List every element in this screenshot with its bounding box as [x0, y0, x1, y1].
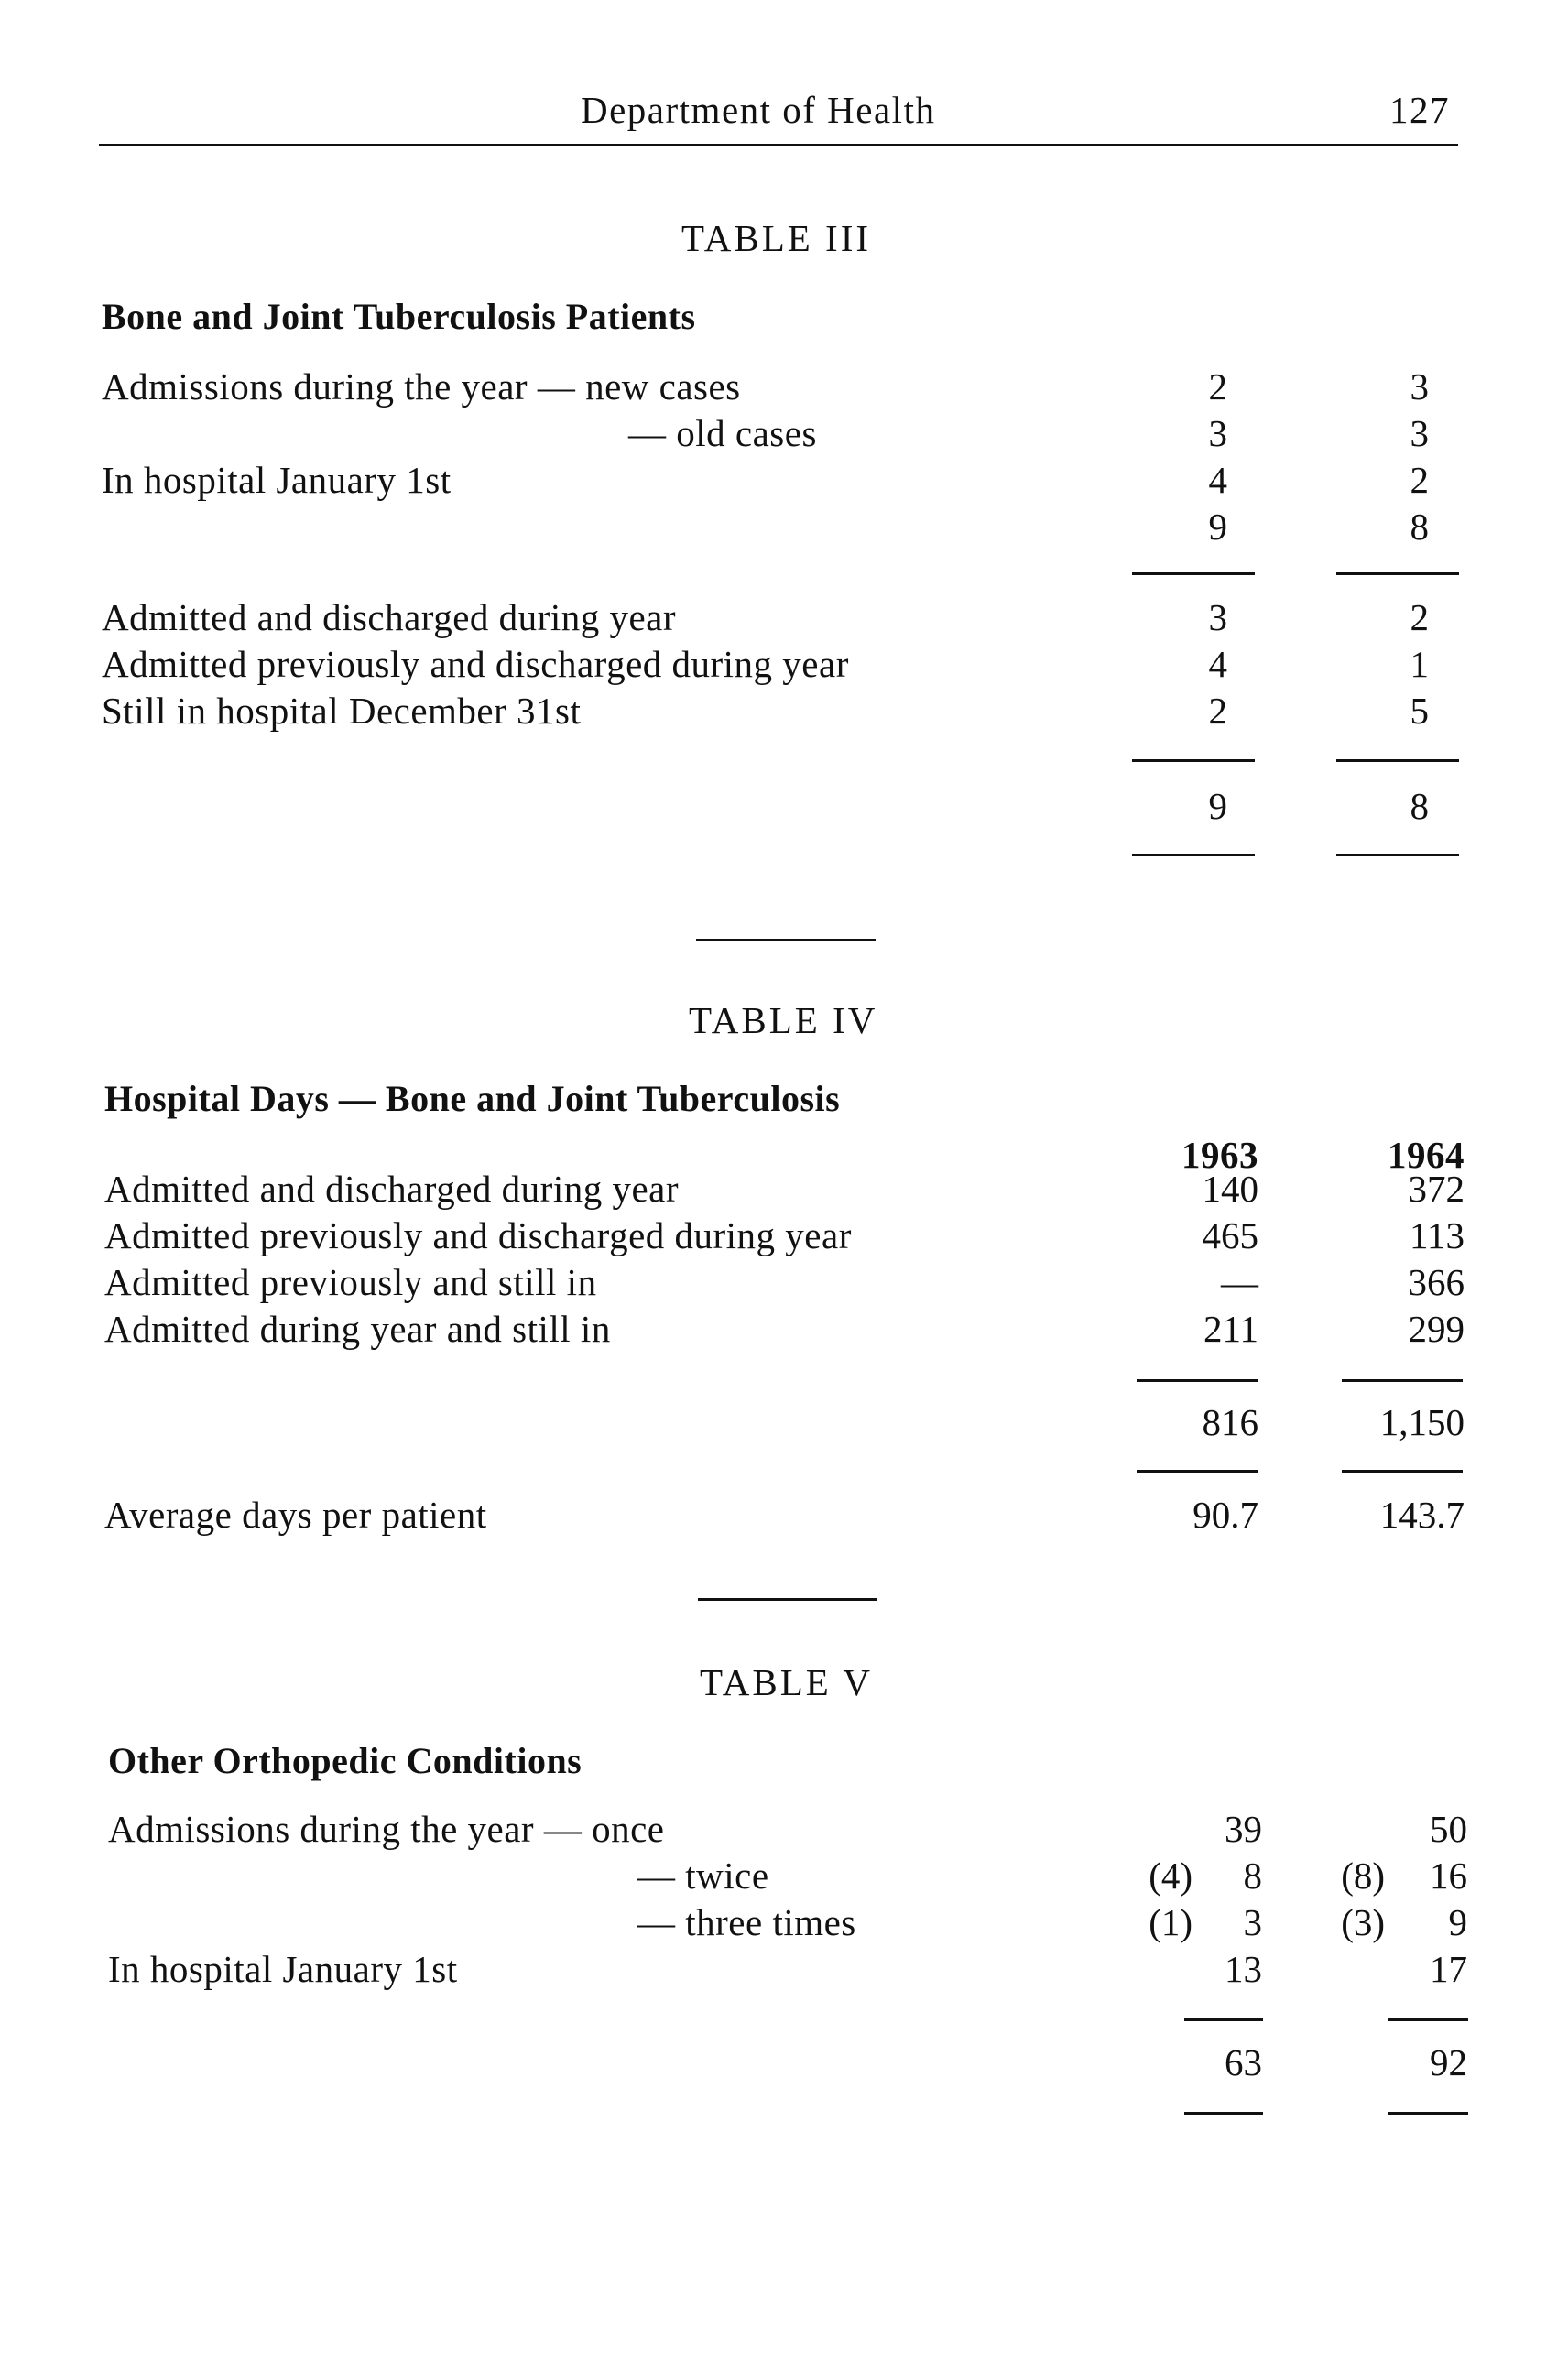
table-cell: 2: [1410, 596, 1429, 638]
parenthetical-cell: (4): [1149, 1854, 1192, 1897]
table-row-label: Admissions during the year — new cases: [102, 365, 741, 408]
table-cell: 2: [1410, 459, 1429, 501]
table-total-cell: 9: [1208, 785, 1227, 827]
column-rule: [1137, 1379, 1258, 1382]
header-rule: [99, 144, 1458, 146]
column-rule: [1184, 2112, 1263, 2115]
table-cell: 299: [1408, 1308, 1465, 1350]
column-rule: [1388, 2112, 1468, 2115]
table-3-title: TABLE III: [681, 217, 872, 259]
column-rule: [1137, 1470, 1258, 1473]
table-cell: 465: [1202, 1214, 1258, 1256]
table-subtotal-cell: 8: [1410, 506, 1429, 548]
column-rule: [1132, 572, 1255, 575]
table-total-cell: 1,150: [1379, 1401, 1465, 1443]
table-row-label: In hospital January 1st: [102, 459, 452, 501]
table-cell: 2: [1208, 365, 1227, 408]
column-rule: [1336, 759, 1459, 762]
table-cell: 113: [1410, 1214, 1465, 1256]
column-rule: [1336, 854, 1459, 856]
column-rule: [1132, 854, 1255, 856]
table-subtotal-cell: 9: [1208, 506, 1227, 548]
average-days-label: Average days per patient: [104, 1494, 487, 1536]
column-rule: [1388, 2018, 1468, 2021]
table-cell: 3: [1208, 596, 1227, 638]
table-cell: 50: [1430, 1808, 1467, 1850]
column-header-1964: 1964: [1388, 1134, 1465, 1176]
table-5-title: TABLE V: [700, 1661, 873, 1703]
table-row-label: — twice: [637, 1854, 769, 1897]
table-4-subtitle: Hospital Days — Bone and Joint Tuberculosis: [104, 1078, 841, 1119]
column-rule: [1336, 572, 1459, 575]
table-cell: 13: [1225, 1948, 1262, 1990]
table-cell: 2: [1208, 690, 1227, 732]
table-row-label: Admissions during the year — once: [108, 1808, 665, 1850]
table-cell: 372: [1408, 1168, 1465, 1210]
table-cell: 140: [1202, 1168, 1258, 1210]
table-row-label: Admitted previously and discharged during year: [104, 1214, 852, 1256]
average-days-cell: 90.7: [1192, 1494, 1258, 1536]
table-cell: 16: [1430, 1854, 1467, 1897]
table-cell: 4: [1208, 459, 1227, 501]
table-cell: 9: [1448, 1901, 1467, 1943]
table-5-subtitle: Other Orthopedic Conditions: [108, 1740, 583, 1781]
table-cell: 1: [1410, 643, 1429, 685]
table-cell: 3: [1410, 365, 1429, 408]
average-days-cell: 143.7: [1379, 1494, 1465, 1536]
running-header-title: Department of Health: [581, 89, 936, 131]
table-3-subtitle: Bone and Joint Tuberculosis Patients: [102, 296, 696, 337]
table-row-label: In hospital January 1st: [108, 1948, 458, 1990]
table-total-cell: 816: [1202, 1401, 1258, 1443]
table-row-label: Admitted and discharged during year: [102, 596, 677, 638]
table-cell: 8: [1243, 1854, 1262, 1897]
table-row-label: Admitted previously and discharged during year: [102, 643, 849, 685]
parenthetical-cell: (3): [1341, 1901, 1385, 1943]
table-cell: 211: [1203, 1308, 1258, 1350]
column-rule: [1342, 1470, 1463, 1473]
column-rule: [1342, 1379, 1463, 1382]
table-row-label: Admitted and discharged during year: [104, 1168, 680, 1210]
column-rule: [1132, 759, 1255, 762]
table-row-label: Admitted during year and still in: [104, 1308, 611, 1350]
table-cell: 3: [1208, 412, 1227, 454]
table-row-label: Still in hospital December 31st: [102, 690, 582, 732]
section-separator: [696, 939, 876, 941]
column-rule: [1184, 2018, 1263, 2021]
table-cell: 366: [1408, 1261, 1465, 1303]
table-cell: 3: [1243, 1901, 1262, 1943]
table-cell: 39: [1225, 1808, 1262, 1850]
table-cell: 4: [1208, 643, 1227, 685]
table-total-cell: 63: [1225, 2041, 1262, 2083]
table-row-label: Admitted previously and still in: [104, 1261, 597, 1303]
page-number: 127: [1389, 89, 1450, 131]
table-cell: 17: [1430, 1948, 1467, 1990]
table-cell: —: [1221, 1261, 1258, 1303]
table-row-label: — old cases: [628, 412, 817, 454]
section-separator: [698, 1598, 877, 1601]
parenthetical-cell: (8): [1341, 1854, 1385, 1897]
table-row-label: — three times: [637, 1901, 856, 1943]
table-cell: 3: [1410, 412, 1429, 454]
parenthetical-cell: (1): [1149, 1901, 1192, 1943]
table-total-cell: 8: [1410, 785, 1429, 827]
column-header-1963: 1963: [1181, 1134, 1258, 1176]
table-total-cell: 92: [1430, 2041, 1467, 2083]
table-4-title: TABLE IV: [689, 999, 878, 1041]
table-cell: 5: [1410, 690, 1429, 732]
